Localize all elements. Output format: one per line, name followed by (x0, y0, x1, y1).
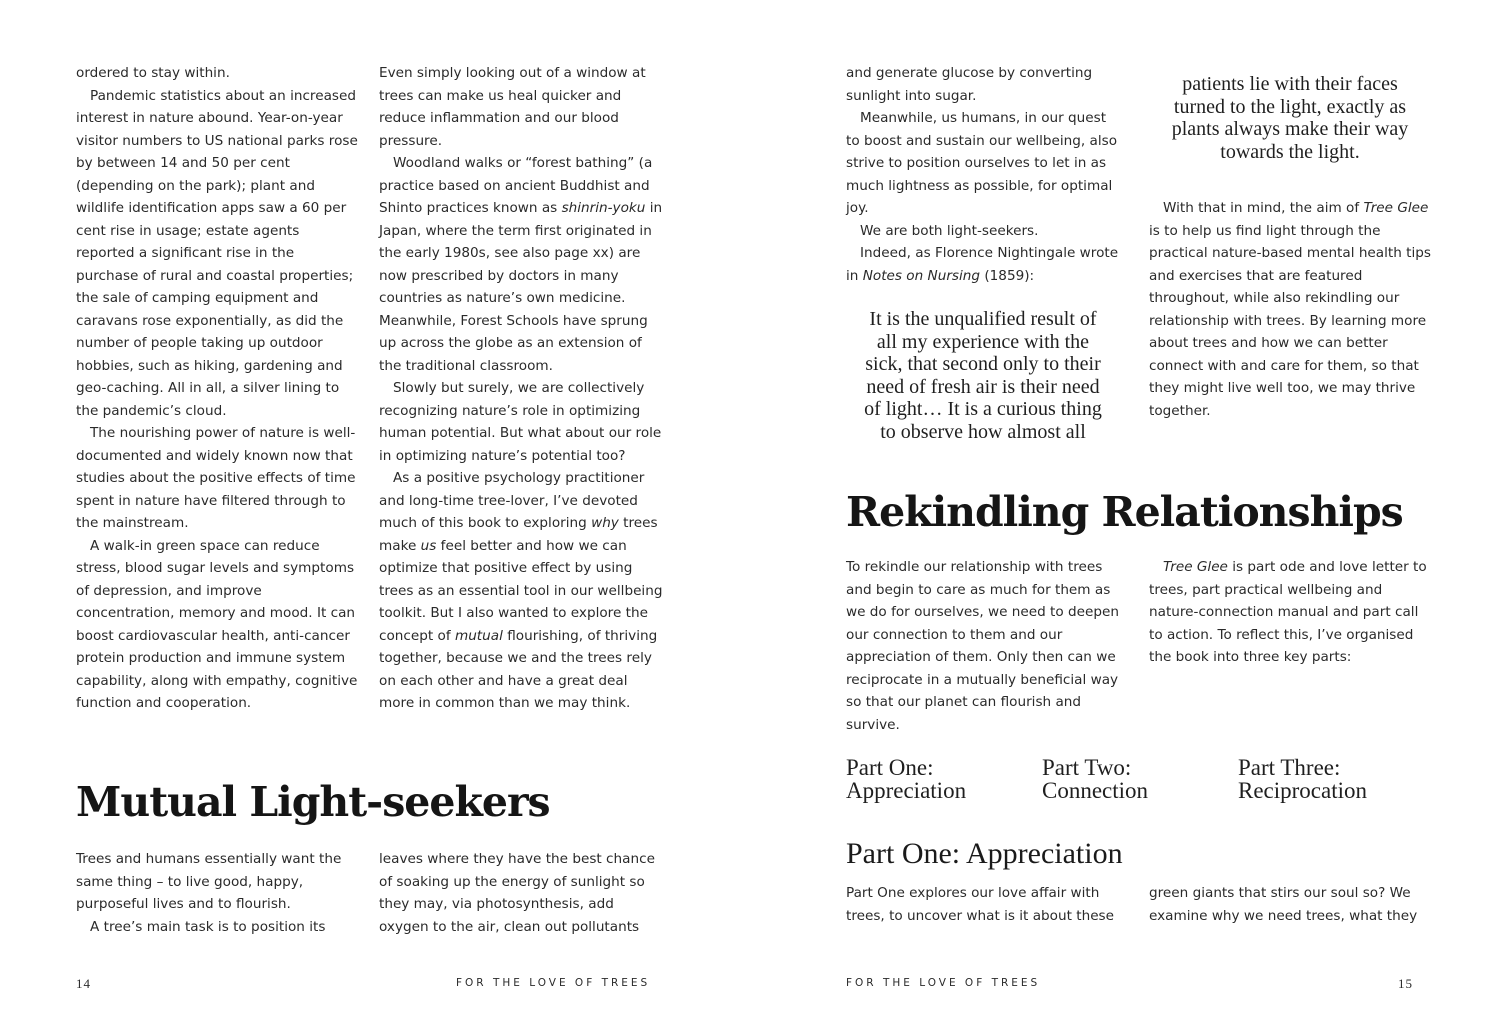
left-lower-column-2 (379, 848, 663, 938)
part-label-one: Part One: Appreciation (846, 755, 967, 803)
paragraph: We are both light-seekers. (860, 222, 1039, 239)
paragraph: With that in mind, the aim of Tree Glee is to help us find light through the practical nature-based mental health tips and exercises that are featured throughout, while also rekindling our relationship with trees. By learning more about trees and how we can better connect with and care for them, so that they might live well too, we may thrive together. (1149, 200, 1431, 419)
part-one-column-1 (846, 882, 1122, 927)
paragraph: and generate glucose by converting sunlight into sugar. (846, 65, 1093, 104)
running-title: FOR THE LOVE OF TREES (846, 977, 1041, 989)
paragraph: To rekindle our relationship with trees and begin to care as much for them as we do for ourselves, we need to deepen our connection to them and our appreciation of them. Only then can we reciprocate in a mutually beneficial way so that our planet can flourish and survive. (846, 559, 1119, 733)
paragraph: leaves where they have the best chance of soaking up the energy of sunlight so they may, via photosynthesis, add oxygen to the air, clean out pollutants (379, 851, 655, 935)
paragraph: A walk-in green space can reduce stress, blood sugar levels and symptoms of depression, and improve concentration, memory and mood. It can boost cardiovascular health, anti-cancer protein production and immune system capability, along with empathy, cognitive function and cooperation. (76, 537, 358, 711)
left-column-2 (379, 62, 663, 715)
paragraph: As a positive psychology practitioner and long-time tree-lover, I’ve devoted much of this book to exploring why trees make us feel better and how we can optimize that positive effect by using trees as an essential tool in our wellbeing toolkit. But I also wanted to explore the concept of mutual flourishing, of thriving together, because we and the trees rely on each other and have a great deal more in common than we may think. (379, 470, 663, 711)
paragraph: Indeed, as Florence Nightingale wrote in Notes on Nursing (1859): (846, 245, 1119, 284)
pull-quote-part-2: patients lie with their faces turned to the light, exactly as plants always make their way towards the light. (1171, 73, 1409, 163)
paragraph: Slowly but surely, we are collectively recognizing nature’s role in optimizing human potential. But what about our role in optimizing nature’s potential too? (379, 380, 662, 464)
rekindling-column-2 (1149, 556, 1431, 669)
paragraph: Even simply looking out of a window at trees can make us heal quicker and reduce inflammation and our blood pressure. (379, 65, 646, 149)
section-heading: Rekindling Relationships (846, 488, 1403, 536)
right-column-2 (1149, 197, 1431, 422)
page-number: 14 (76, 976, 91, 991)
paragraph: green giants that stirs our soul so? We examine why we need trees, what they (1149, 885, 1418, 924)
section-heading: Mutual Light-seekers (76, 778, 550, 826)
pull-quote-part-1: It is the unqualified result of all my experience with the sick, that second only to their need of fresh air is their need of light… It is a curious thing to observe how almost all (864, 308, 1102, 443)
paragraph: Tree Glee is part ode and love letter to trees, part practical wellbeing and nature-connection manual and part call to action. To reflect this, I’ve organised the book into three key parts: (1149, 559, 1427, 665)
paragraph: Meanwhile, us humans, in our quest to boost and sustain our wellbeing, also strive to position ourselves to let in as much lightness as possible, for optimal joy. (846, 110, 1118, 216)
paragraph: Part One explores our love affair with trees, to uncover what is it about these (846, 885, 1114, 924)
left-column-1 (76, 62, 358, 715)
subsection-heading: Part One: Appreciation (846, 837, 1123, 870)
paragraph: ordered to stay within. (76, 65, 230, 81)
part-label-two: Part Two: Connection (1042, 755, 1149, 803)
right-column-1 (846, 62, 1122, 287)
paragraph: The nourishing power of nature is well-documented and widely known now that studies about the positive effects of time spent in nature have filtered through to the mainstream. (76, 425, 356, 531)
paragraph: Pandemic statistics about an increased interest in nature abound. Year-on-year visitor numbers to US national parks rose by between 14 and 50 per cent (depending on the park); plant and wildlife identification apps saw a 60 per cent rise in usage; estate agents reported a significant rise in the purchase of rural and coastal properties; the sale of camping equipment and caravans rose exponentially, as did the number of people taking up outdoor hobbies, such as hiking, gardening and geo-caching. All in all, a silver lining to the pandemic’s cloud. (76, 87, 358, 419)
page-number: 15 (1398, 976, 1413, 991)
part-one-column-2 (1149, 882, 1431, 927)
left-lower-column-1 (76, 848, 346, 938)
part-label-three: Part Three: Reciprocation (1238, 755, 1368, 803)
rekindling-column-1 (846, 556, 1128, 736)
right-page (750, 0, 1500, 1032)
running-title: FOR THE LOVE OF TREES (456, 977, 651, 989)
paragraph: A tree’s main task is to position its (90, 918, 326, 935)
paragraph: Trees and humans essentially want the same thing – to live good, happy, purposeful lives and to flourish. (76, 851, 342, 912)
paragraph: Woodland walks or “forest bathing” (a practice based on ancient Buddhist and Shinto practices known as shinrin-yoku in Japan, where the term first originated in the early 1980s, see also page xx) are now prescribed by doctors in many countries as nature’s own medicine. Meanwhile, Forest Schools have sprung up across the globe as an extension of the traditional classroom. (379, 155, 663, 374)
